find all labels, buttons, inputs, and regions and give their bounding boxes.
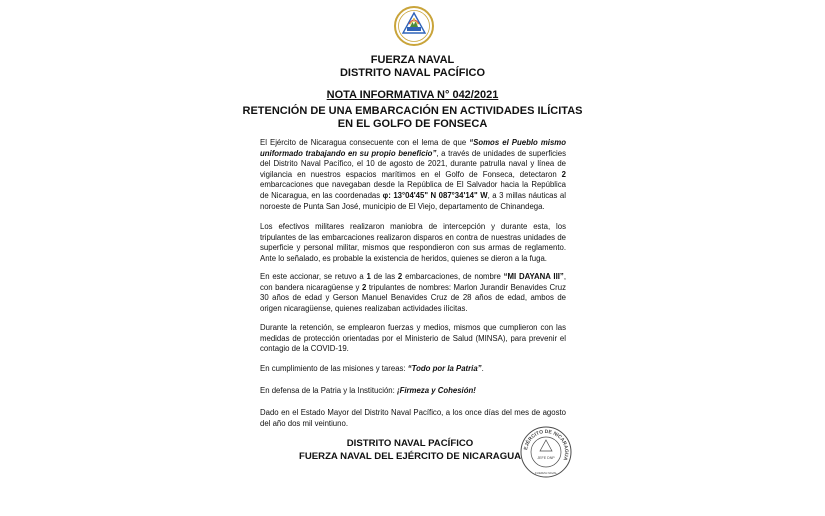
p3-count-1: 1 xyxy=(366,272,371,281)
p3-text-g: , con bandera nicaragüense y xyxy=(260,272,566,292)
paragraph-7: Dado en el Estado Mayor del Distrito Naval Pacífico, a los once días del mes de agosto del año dos mil veintiuno. xyxy=(260,408,566,428)
paragraph-2: Los efectivos militares realizaron maniobra de intercepción y durante esta, los tripulantes de las embarcaciones realizaron disparos en contra de nuestras unidades de superficie y personal militar, mismos que respondieron con sus armas de reglamento. Ante lo señalado, es probable la existencia de heridos, quienes se dieron a la fuga. xyxy=(260,222,566,263)
header-line-2: DISTRITO NAVAL PACÍFICO xyxy=(339,67,486,79)
p3-count-3: 2 xyxy=(361,282,367,292)
p3-count-2: 2 xyxy=(397,272,403,281)
p5-motto: “Todo por la Patria” xyxy=(407,364,482,373)
paragraph-1 xyxy=(260,138,566,212)
p3-text-e: embarcaciones, de nombre xyxy=(402,272,504,281)
paragraph-4: Durante la retención, se emplearon fuerzas y medios, mismos que cumplieron con las medidas de protección orientadas por el Ministerio de Salud (MINSA), para prevenir el contagio de la COVID-19. xyxy=(260,323,566,354)
paragraph-6 xyxy=(260,386,566,397)
subtitle-line-2: EN EL GOLFO DE FONSECA xyxy=(337,118,488,130)
p1-text-e: embarcaciones que navegaban desde la República de El Salvador hacia la República de Nicaragua, en las coordenadas xyxy=(260,180,566,200)
signature-line-2: FUERZA NAVAL DEL EJÉRCITO DE NICARAGUA xyxy=(298,451,522,462)
svg-text:JEFE DNP: JEFE DNP xyxy=(537,456,555,460)
svg-text:FUERZA NAVAL: FUERZA NAVAL xyxy=(534,471,558,475)
nicaragua-coat-of-arms-icon xyxy=(392,6,436,46)
p1-coordinates: φ: 13°04'45" N 087°34'14" W xyxy=(382,190,488,200)
p3-text-c: de las xyxy=(370,272,398,281)
p3-text-a: En este accionar, se retuvo a xyxy=(260,272,367,281)
p3-vessel-name: “MI DAYANA III” xyxy=(503,272,564,281)
header-line-1: FUERZA NAVAL xyxy=(370,54,455,66)
p6-motto: ¡Firmeza y Cohesión! xyxy=(396,386,476,395)
p1-motto: “Somos el Pueblo mismo uniformado trabajando en su propio beneficio” xyxy=(260,138,566,158)
subtitle-line-1: RETENCIÓN DE UNA EMBARCACIÓN EN ACTIVIDADES ILÍCITAS xyxy=(242,105,583,117)
nota-number: NOTA INFORMATIVA N° 042/2021 xyxy=(326,89,499,101)
p5-text-c: . xyxy=(481,364,484,373)
official-stamp-icon xyxy=(520,426,572,478)
p3-text-i: tripulantes de nombres: Marlon Jurandir Benavides Cruz 30 años de edad y Gerson Manuel Benavides Cruz de 28 años de edad, ambos de origen nicaragüense, quienes realizaban actividades ilícitas. xyxy=(260,282,566,313)
p1-text-g: , a 3 millas náuticas al noroeste de Punta San José, municipio de El Viejo, departamento de Chinandega. xyxy=(260,190,566,211)
paragraph-5 xyxy=(260,364,566,375)
p1-count: 2 xyxy=(561,169,566,179)
p1-text-c: , a través de unidades de superficies del Distrito Naval Pacífico, el 10 de agosto de 2021, durante patrulla naval y línea de vigilancia en nuestros espacios marítimos en el Golfo de Fonseca, detectaron xyxy=(260,148,567,179)
paragraph-3 xyxy=(260,272,566,314)
p6-text-a: En defensa de la Patria y la Institución: xyxy=(260,386,397,395)
p1-text-a: El Ejército de Nicaragua consecuente con el lema de que xyxy=(260,138,470,147)
signature-line-1: DISTRITO NAVAL PACÍFICO xyxy=(346,438,474,449)
svg-text:EJÉRCITO DE NICARAGUA: EJÉRCITO DE NICARAGUA xyxy=(523,428,570,462)
p5-text-a: En cumplimiento de las misiones y tareas: xyxy=(260,364,408,373)
